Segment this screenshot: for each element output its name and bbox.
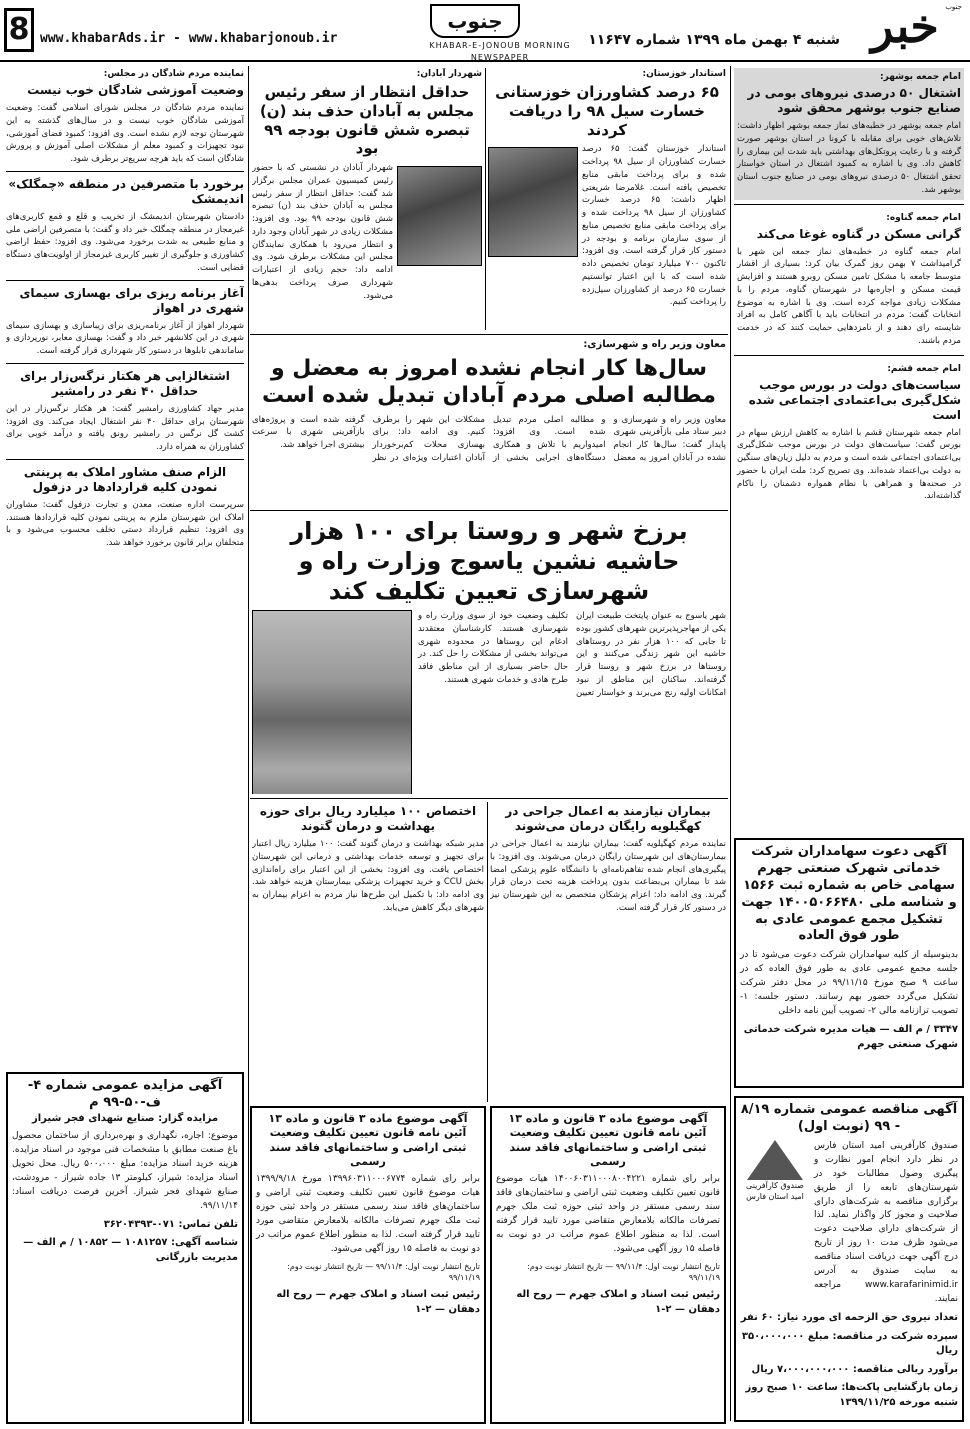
ad-title: آگهی مزایده عمومی شماره ۴-ف-۵۰-۹۹ م — [27, 1078, 223, 1110]
ad-body: بدینوسیله از کلیه سهامداران شرکت دعوت می‌شود تا در جلسه مجمع عمومی عادی به طور فوق العاده که در ساعت ۹ صبح مورخ ۹۹/۱۱/۱۵ در محل دفتر شرکت تشکیل می‌گردد حضور بهم رسانند. دستور جلسه: ۱- تصویب ترازنامه مالی ۲- تصویب آیین نامه داخلی — [740, 950, 958, 1017]
article-headline: آغاز برنامه ریزی برای بهسازی سیمای شهری در اهواز — [19, 285, 244, 315]
article-body: نماینده مردم کهگیلویه گفت: بیماران نیازمند به اعمال جراحی در بیمارستان‌های این شهرستان رایگان درمان می‌شوند. وی افزود: با پیگیری‌های انجام شده تفاهم‌نامه‌ای با دانشگاه علوم پزشکی امضا شد تا بیماران بی‌بضاعت بدون پرداخت هزینه تحت درمان قرار گیرند. وی ادامه داد: اعزام پزشکان متخصص به این شهرستان نیز در دستور کار قرار گرفته است. — [490, 839, 726, 913]
article-headline: الزام صنف مشاور املاک به پرینتی نمودن کلیه قراردادها در دزفول — [23, 464, 227, 494]
article-headline: اشتغالزایی هر هکتار نرگس‌زار برای حداقل ۴۰ نفر در رامشیر — [20, 368, 230, 398]
column-divider — [485, 68, 486, 330]
article-body: دادستان شهرستان اندیمشک از تخریب و قلع و قمع کاربری‌های غیرمجاز در منطقه چمگلک خبر داد و گفت: با متصرفین اراضی ملی و منابع طبیعی به شدت برخورد می‌شود. وی افزود: حفظ اراضی کشاورزی و جلوگیری از تغییر کاربری غیرمجاز از اولویت‌های دستگاه قضایی است. — [6, 211, 244, 273]
divider — [6, 171, 244, 172]
article-dezful — [6, 465, 244, 550]
article-headline: بیماران نیازمند به اعمال جراحی در کهگیلویه رایگان درمان می‌شوند — [505, 804, 711, 833]
article-byline: امام جمعه بوشهر: — [880, 72, 961, 82]
article-headline: سیاست‌های دولت در بورس موجب شکل‌گیری بی‌اعتمادی اجتماعی شده است — [748, 377, 961, 422]
article-body: مدیر شبکه بهداشت و درمان گتوند گفت: ۱۰۰ میلیارد ریال اعتبار برای تجهیز و توسعه خدمات بهداشتی و درمانی این شهرستان اختصاص یافت. وی افزود: بخشی از این اعتبار برای راه‌اندازی بخش CCU و خرید تجهیزات پزشکی بیمارستان هزینه خواهد شد. وی ادامه داد: با تکمیل این طرح‌ها نیاز مردم به اعزام بیماران به شهرهای دیگر کاهش می‌یابد. — [252, 839, 484, 913]
ad-footer: رئیس ثبت اسناد و املاک جهرم — روح اله دهقان — ۲-۱ — [276, 1289, 480, 1315]
article-body: سرپرست اداره صنعت، معدن و تجارت دزفول گفت: مشاوران املاک این شهرستان ملزم به پرینتی نمودن کلیه قراردادها هستند. وی افزود: تنظیم قرارداد دستی تخلف محسوب می‌شود و با متخلفان برابر قانون برخورد خواهد شد. — [6, 499, 244, 549]
ad-estimate: برآورد ریالی مناقصه: ۷،۰۰۰،۰۰۰،۰۰۰ ریال — [751, 1363, 958, 1375]
ad-deadline: زمان بازگشایی پاکت‌ها: ساعت ۱۰ صبح روز شنبه مورخه ۱۳۹۹/۱۱/۲۵ — [745, 1382, 958, 1408]
yasuj-photo — [252, 610, 412, 794]
article-body: معاون وزیر راه و شهرسازی و دبیر ستاد ملی بازآفرینی شهری پایدار گفت: سال‌ها کار انجام نشده در آبادان امروز به معضل و مطالبه اصلی مردم تبدیل شده است. وی افزود: امیدواریم با تلاش و همکاری دستگاه‌های اجرایی بخشی از مشکلات این شهر را برطرف کنیم. وی ادامه داد: برای بهسازی محلات کم‌برخوردار آبادان اعتبارات ویژه‌ای در نظر گرفته شده است و پروژه‌های بازآفرینی شهری با سرعت بیشتری اجرا خواهد شد. — [252, 414, 726, 463]
ad-body: برابر رای شماره ۱۳۹۹۶۰۳۱۱۰۰۰۶۷۷۴ مورخ ۱۳۹۹/۹/۱۸ هیات موضوع قانون تعیین تکلیف وضعیت ثبتی اراضی و ساختمان‌های فاقد سند رسمی مستقر در واحد ثبتی حوزه ثبت ملک جهرم تصرفات مالکانه بلامعارض متقاضی مورد تایید قرار گرفته است. لذا به منظور اطلاع عموم مراتب در دو نوبت به فاصله ۱۵ روز آگهی می‌شود. — [256, 1174, 480, 1254]
article-body: مدیر جهاد کشاورزی رامشیر گفت: هر هکتار نرگس‌زار در این شهرستان برای حداقل ۴۰ نفر اشتغال ایجاد می‌کند. وی افزود: کشت گل نرگس در رامشیر رونق یافته و درآمد خوبی برای کشاورزان به همراه دارد. — [6, 403, 244, 453]
ad-title: آگهی دعوت سهامداران شرکت خدماتی شهرک صنعتی جهرم سهامی خاص به شماره ثبت ۱۵۶۶ و شناسه ملی ۱۴۰۰۵۰۶۶۴۸۰ جهت تشکیل مجمع عمومی عادی به طور فوق العاده — [741, 844, 957, 944]
ad-dates: تاریخ انتشار نوبت اول: ۹۹/۱۱/۴ — تاریخ انتشار نوبت دوم: ۹۹/۱۱/۱۹ — [287, 1261, 480, 1283]
article-headline: برزخ شهر و روستا برای ۱۰۰ هزار حاشیه نشین یاسوج وزارت راه و شهرسازی تعیین تکلیف کند — [290, 517, 688, 605]
article-headline: وضعیت آموزشی شادگان خوب نیست — [27, 83, 244, 98]
governor-photo — [488, 147, 578, 257]
article-byline: امام جمعه قشم: — [887, 363, 961, 374]
ad-title: آگهی موضوع ماده ۳ قانون و ماده ۱۳ آئین نامه قانون تعیین تکلیف وضعیت ثبتی اراضی و ساختمانهای فاقد سند رسمی — [268, 1112, 468, 1168]
column-divider — [730, 66, 731, 1421]
article-body: امام جمعه شهرستان قشم با اشاره به کاهش ارزش سهام در بورس گفت: سیاست‌های دولت در بورس موجب شکل‌گیری بی‌اعتمادی اجتماعی شده است و مردم به دلیل زیان‌های سنگین به دولت بی‌اعتماد شده‌اند. وی تصریح کرد: ملت ایران با حضور در صحنه‌ها و همراهی با نظام همواره دشمنان را ناکام گذاشته‌اند. — [737, 427, 961, 502]
article-byline: امام جمعه گناوه: — [886, 212, 961, 223]
ad-tender — [734, 1096, 964, 1422]
article-abadan-mayor — [252, 68, 482, 333]
article-body: شهردار آبادان در نشستی که با حضور رئیس کمیسیون عمران مجلس برگزار شد گفت: حداقل انتظار از سفر رئیس مجلس به آبادان حذف بند (ن) تبصره شش قانون بودجه ۹۹ بود. وی افزود: مشکلات زیادی در شهر آبادان وجود دارد و انتظار می‌رود با همکاری نمایندگان مجلس این مشکلات برطرف شود. وی ادامه داد: حجم زیادی از اعتبارات شهرداری صرف پرداخت بدهی‌ها می‌شود. — [252, 163, 393, 301]
article-headline: ۶۵ درصد کشاورزان خوزستانی خسارت سیل ۹۸ را دریافت کردند — [495, 83, 719, 139]
ad-footer: رئیس ثبت اسناد و املاک جهرم — روح اله دهقان — ۲-۱ — [516, 1289, 720, 1315]
article-shadegan — [6, 68, 244, 166]
article-body: امام جمعه بوشهر در خطبه‌های نماز جمعه بوشهر اظهار داشت: تلاش‌های خوبی برای مقابله با کرونا در استان بوشهر صورت گرفته و با رعایت پروتکل‌های بهداشتی باید شدت این بیماری را کاهش داد. وی با اشاره به کمبود اشتغال در استان خواستار تحقق اشتغال ۵۰ درصدی نیروهای بومی در صنایع جنوب استان بوشهر شد. — [737, 121, 962, 195]
column-divider — [248, 66, 249, 1421]
website-links[interactable]: www.khabarAds.ir - www.khabarjonoub.ir — [40, 31, 338, 46]
article-headline: برخورد با متصرفین در منطقه «چمگلک» اندیمشک — [8, 176, 244, 206]
newspaper-logo: خبر — [871, 0, 939, 53]
divider — [250, 334, 728, 335]
ad-body: موضوع: اجاره، نگهداری و بهره‌برداری از ساختمان محصول باغ صنعت مطابق با مشخصات فنی موجود در اسناد مزایده. هزینه خرید اسناد مزایده: مبلغ ۵۰۰،۰۰۰ ریال. محل تحویل اسناد مزایده: شیراز، کیلومتر ۱۳ جاده شیراز - مرودشت، صنایع شهدای فجر شیراز. آخرین فرصت دریافت اسناد: ۹۹/۱۱/۱۴. — [12, 1131, 238, 1211]
ad-auction — [6, 1072, 244, 1424]
ad-subtitle: مزایده گزار: صنایع شهدای فجر شیراز — [31, 1112, 219, 1124]
ad-shareholders-meeting — [734, 838, 964, 1088]
article-gotvand — [252, 802, 484, 1102]
article-qeshm — [734, 360, 964, 507]
ad-registration-1 — [490, 1106, 726, 1424]
ad-title: آگهی مناقصه عمومی شماره ۸/۱۹ - ۹۹ (نوبت اول) — [740, 1102, 958, 1134]
triangle-logo-icon — [747, 1140, 803, 1180]
article-body: نماینده مردم شادگان در مجلس شورای اسلامی گفت: وضعیت آموزشی شادگان خوب نیست و در سال‌های گذشته به این شهرستان توجه لازم نشده است. وی افزود: کمبود فضای آموزشی، نبود تجهیزات و کمبود معلم از مشکلات اصلی آموزش و پرورش شادگان است که باید هرچه سریع‌تر برطرف شود. — [6, 103, 244, 165]
ad-registration-2 — [250, 1106, 486, 1424]
divider — [6, 363, 244, 364]
divider — [250, 798, 728, 799]
divider — [6, 459, 244, 460]
masthead — [0, 0, 970, 62]
ad-footer: ۳۳۴۷ / م الف — هیات مدیره شرکت خدماتی شهرک صنعتی جهرم — [743, 1024, 958, 1050]
article-deputy-minister — [252, 338, 726, 508]
ad-dates: تاریخ انتشار نوبت اول: ۹۹/۱۱/۴ — تاریخ انتشار نوبت دوم: ۹۹/۱۱/۱۹ — [527, 1261, 720, 1283]
ad-title: آگهی موضوع ماده ۳ قانون و ماده ۱۳ آئین نامه قانون تعیین تکلیف وضعیت ثبتی اراضی و ساختمانهای فاقد سند رسمی — [508, 1112, 708, 1168]
article-body: استاندار خوزستان گفت: ۶۵ درصد خسارت کشاورزان از سیل ۹۸ پرداخت شده و برای پرداخت مابقی منابع تخصیص یافته است. غلامرضا شریعتی اظهار داشت: ۶۵ درصد خسارت کشاورزان از سیل ۹۸ پرداخت شده و برای پرداخت مابقی منابع تخصیص منابع از سوی سازمان برنامه و بودجه در دستور کار قرار گرفته است. وی افزود: تاکنون ۷۰۰ میلیارد تومان تخصیص داده شده است که با این اعتبار توانستیم خسارت ۶۵ درصد از کشاورزان سیل‌زده را پرداخت کنیم. — [582, 144, 726, 308]
section-label: جنوب — [430, 4, 520, 38]
ad-staff: تعداد نیروی حق الزحمه ای مورد نیاز: ۶۰ نفر — [740, 1312, 958, 1324]
fund-name: صندوق کارآفرینی امید استان فارس — [746, 1180, 804, 1202]
english-title: KHABAR-E-JONOUB MORNING NEWSPAPER — [429, 41, 571, 62]
article-kicker: معاون وزیر راه و شهرسازی: — [583, 339, 726, 350]
article-bushehr — [734, 68, 964, 200]
divider — [734, 355, 964, 356]
article-andimeshk — [6, 177, 244, 275]
article-ramshir — [6, 369, 244, 454]
right-column — [734, 68, 964, 1423]
divider — [734, 204, 964, 205]
ad-footer: شناسه آگهی: ۱۰۸۱۲۵۷ — ۱۰۸۵۲ / م الف — مدیریت بازرگانی — [23, 1237, 238, 1263]
article-kohgiluyeh — [490, 802, 726, 1102]
article-ahvaz — [6, 286, 244, 358]
logo-subtitle: جنوب — [945, 3, 962, 11]
article-byline: استاندار خوزستان: — [642, 69, 726, 79]
article-body: شهردار اهواز از آغاز برنامه‌ریزی برای زیباسازی و بهسازی سیمای شهری در این کلانشهر خبر داد و گفت: بهسازی معابر، نورپردازی و ساماندهی تابلوها در دستور کار شهرداری قرار گرفته است. — [6, 320, 244, 357]
page-number: 8 — [4, 8, 34, 52]
article-genaveh — [734, 209, 964, 351]
article-byline: نماینده مردم شادگان در مجلس: — [103, 69, 244, 79]
column-divider — [487, 802, 488, 1102]
ad-body: صندوق کارآفرینی امید استان فارس در نظر دارد انجام امور نظارت و پیگیری وصول مطالبات خود در شهرستان‌های تابعه را از طریق برگزاری مناقصه به شرکت‌های دارای صلاحیت و مجوز کار واگذار نماید. لذا از شرکت‌های دارای صلاحیت دعوت می‌شود ظرف مدت ۱۰ روز از تاریخ درج آگهی جهت دریافت اسناد مناقصه به سایت صندوق به آدرس www.karafarinimid.ir مراجعه نمایند. — [814, 1140, 958, 1305]
issue-date: شنبه ۴ بهمن ماه ۱۳۹۹ شماره ۱۱۶۴۷ — [588, 32, 840, 48]
article-headline: اشتغال ۵۰ درصدی نیروهای بومی در صنایع جنوب بوشهر محقق شود — [747, 86, 961, 116]
divider — [6, 280, 244, 281]
article-yasuj — [252, 514, 726, 794]
article-headline: اختصاص ۱۰۰ میلیارد ریال برای حوزه بهداشت و درمان گتوند — [259, 804, 477, 833]
article-headline: حداقل انتظار از سفر رئیس مجلس به آبادان حذف بند (ن) تبصره شش قانون بودجه ۹۹ بود — [259, 83, 475, 158]
article-khuzestan — [488, 68, 726, 333]
left-column — [6, 68, 244, 1068]
mayor-photo — [397, 166, 482, 266]
divider — [250, 510, 728, 511]
article-body: شهر یاسوج به عنوان پایتخت طبیعت ایران یکی از مهاجرپذیرترین شهرهای کشور بوده تا جایی که ۱۰۰ هزار نفر در روستاهای حاشیه این شهر زندگی می‌کنند و این روستاها در برزخ شهر و روستا قرار گرفته‌اند. ساکنان این مناطق از نبود امکانات اولیه رنج می‌برند و خواستار تعیین تکلیف وضعیت خود از سوی وزارت راه و شهرسازی هستند. کارشناسان معتقدند ادغام این روستاها در محدوده شهری می‌تواند بخشی از مشکلات را حل کند. در حال حاضر بسیاری از این مناطق فاقد طرح هادی و خدمات شهری هستند. — [418, 611, 726, 698]
ad-deposit: سپرده شرکت در مناقصه: مبلغ ۳۵۰،۰۰۰،۰۰۰ ریال — [741, 1330, 958, 1357]
ad-body: برابر رای شماره ۱۴۰۰۶۰۳۱۱۰۰۰۸۰۰۴۲۲۱ هیات موضوع قانون تعیین تکلیف وضعیت ثبتی اراضی و ساختمان‌های فاقد سند رسمی مستقر در واحد ثبتی حوزه ثبت ملک جهرم تصرفات مالکانه بلامعارض متقاضی مورد تایید قرار گرفته است. لذا به منظور اطلاع عموم مراتب در دو نوبت به فاصله ۱۵ روز آگهی می‌شود. — [496, 1174, 721, 1254]
article-headline: سال‌ها کار انجام نشده امروز به معضل و مطالبه اصلی مردم آبادان تبدیل شده است — [262, 355, 716, 408]
article-headline: گرانی مسکن در گناوه غوغا می‌کند — [756, 226, 961, 241]
ad-phone: تلفن تماس: ۰۷۱-۳۶۲۰۴۳۹۳ — [103, 1218, 238, 1230]
article-byline: شهردار آبادان: — [416, 69, 482, 79]
article-body: امام جمعه گناوه در خطبه‌های نماز جمعه این شهر با گرامیداشت ۷ بهمن روز گمرک بیان کرد: بسیاری از اقشار متوسط جامعه با مشکل تامین مسکن روبرو هستند و افزایش قیمت مسکن و اجاره‌بها در شهرستان گناوه، مردم را با مشکلات زیادی مواجه کرده است. وی با اشاره به موضوع انتخابات گفت: مردم در انتخابات باید با آگاهی کامل به افراد شایسته رای دهند و از نامزدهایی حمایت کنند که در خدمت مردم باشند. — [737, 246, 961, 346]
fund-logo — [740, 1140, 810, 1307]
